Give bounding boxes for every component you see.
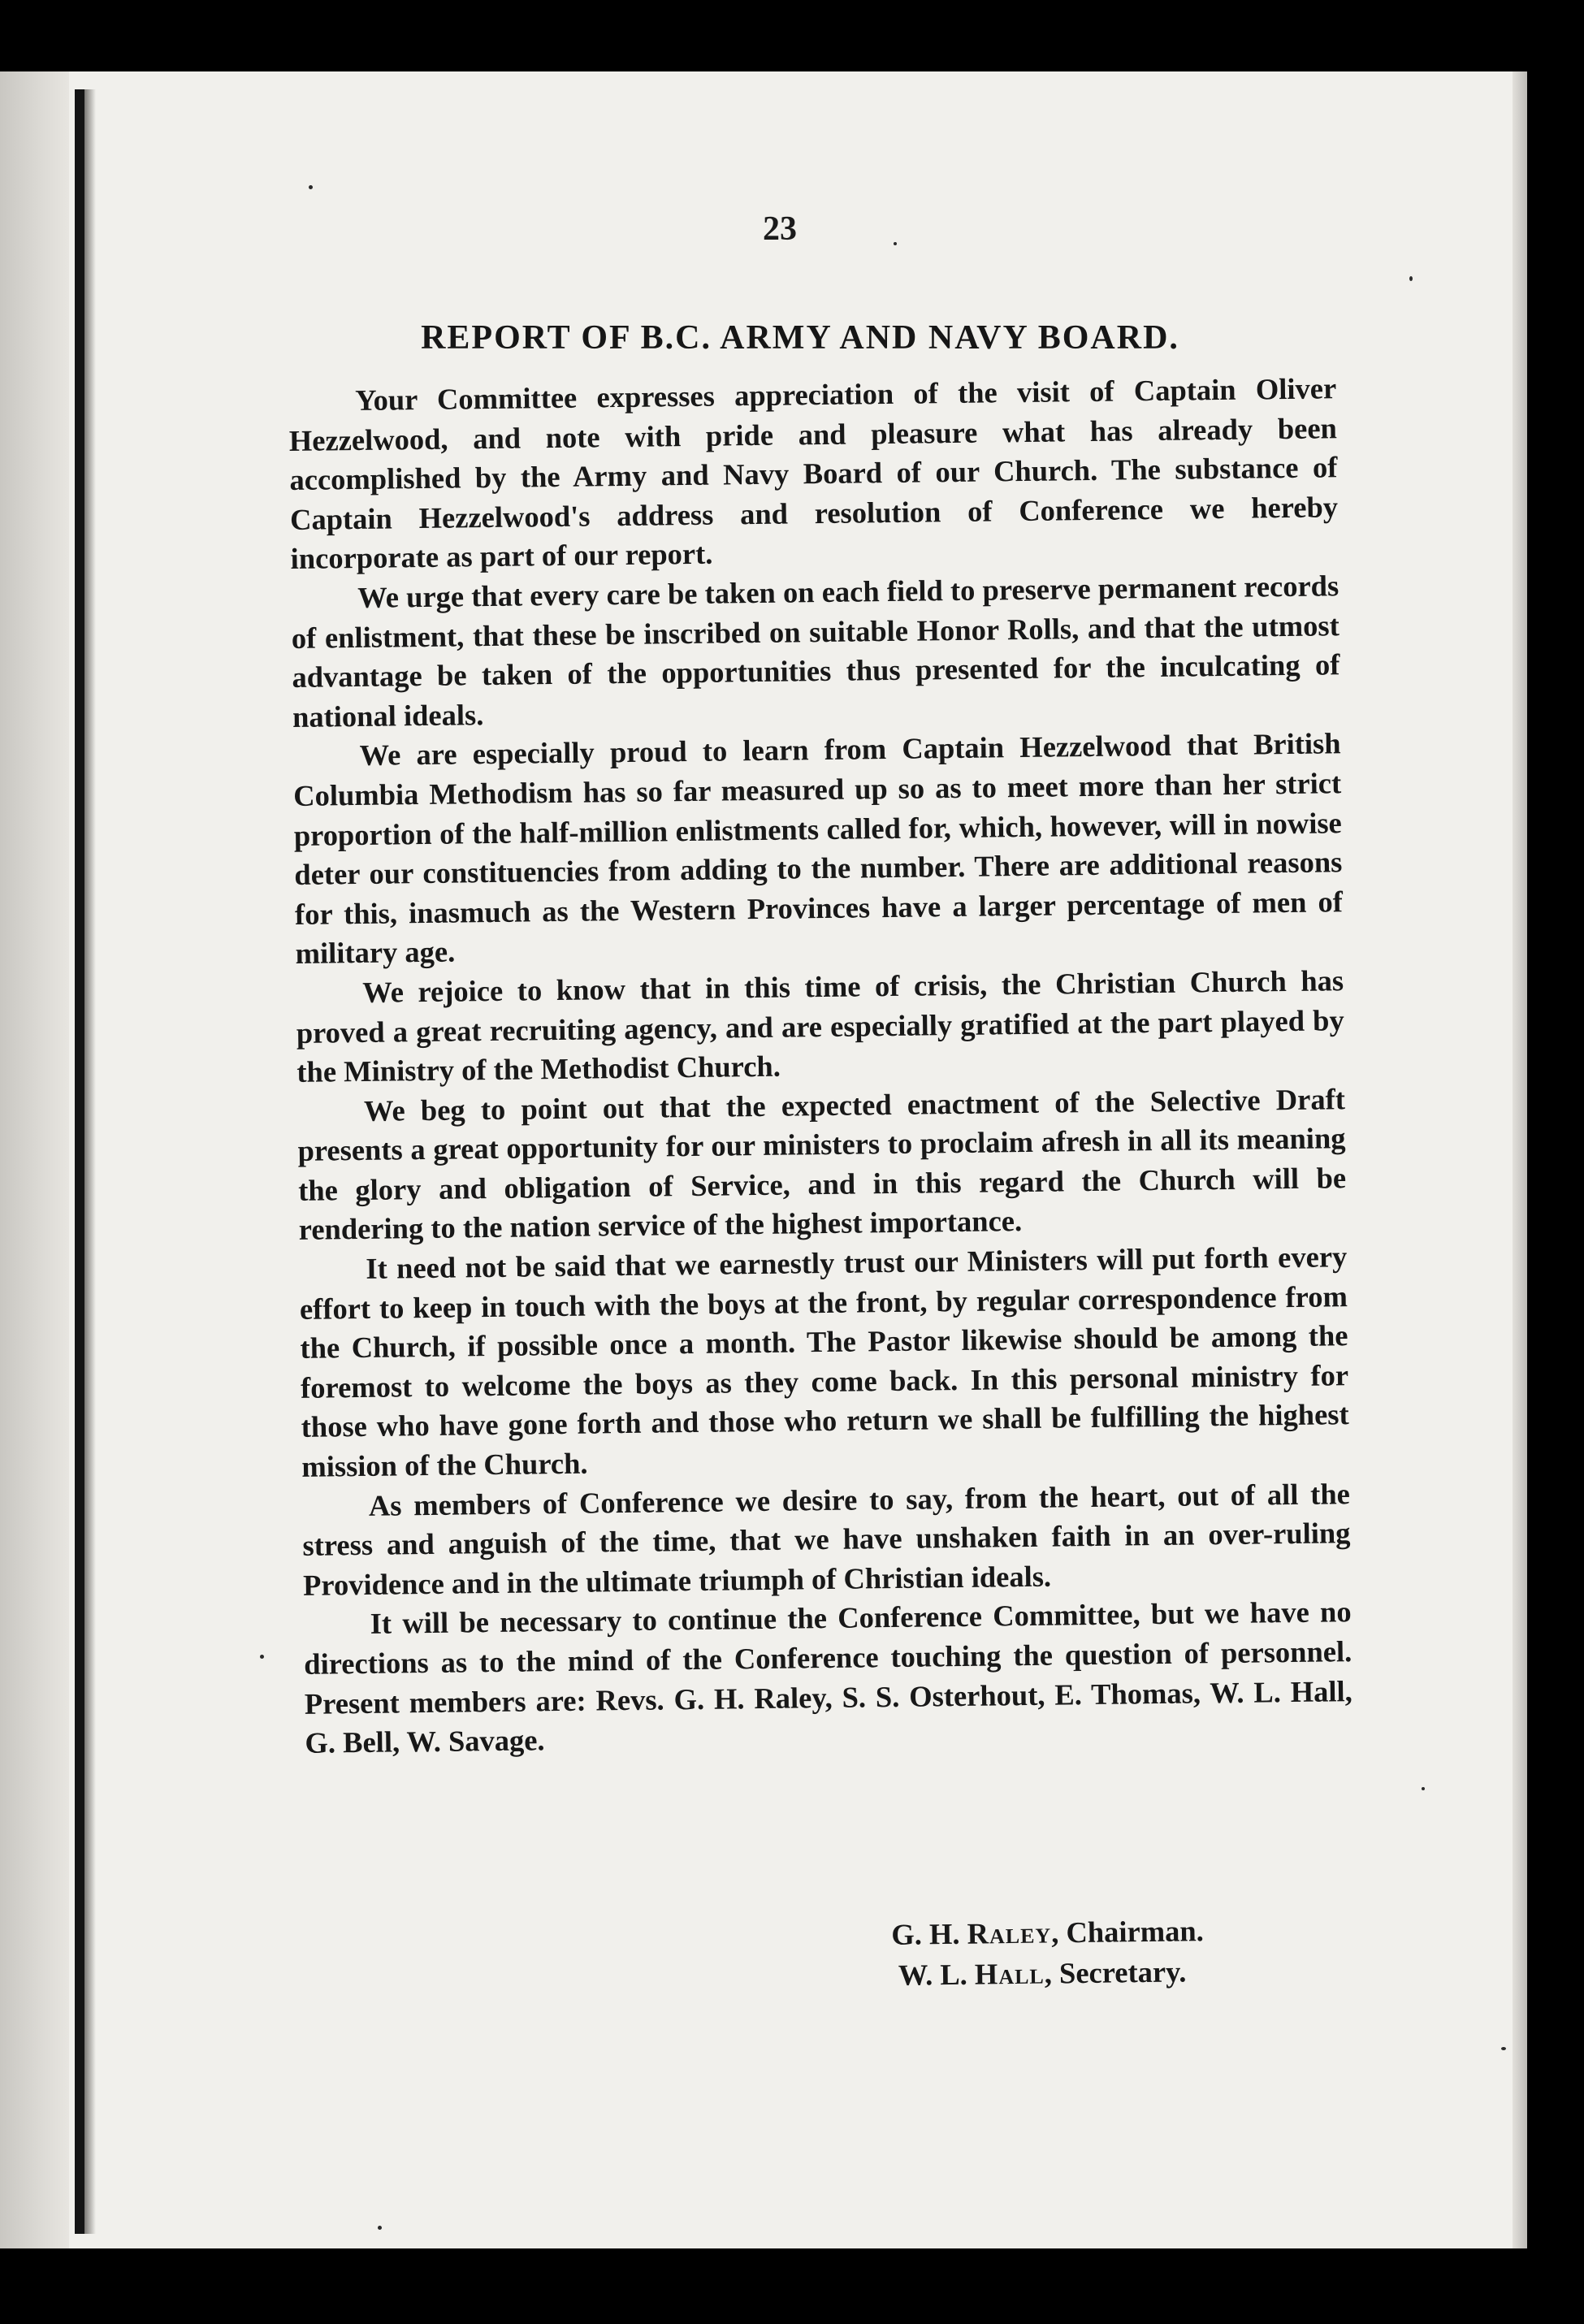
paragraph: Your Committee expresses appreciation of the visit of Captain Oliver Hezzelwood, and note with pride and pleasure what has already been accomplished by the Army and Navy Board of our Church. The substance of Captain Hezzelwood's address and resolution of Conference we hereby incorporate as part of our report. <box>288 371 1339 576</box>
report-body <box>288 369 1353 1763</box>
scan-speck <box>1422 1787 1425 1790</box>
signature-surname: Raley <box>967 1915 1052 1950</box>
signature-chairman <box>891 1909 1370 1955</box>
paragraph: It need not be said that we earnestly trust our Ministers will put forth every effort to keep in touch with the boys at the front, by regular correspondence from the Church, if possible once a month. The Pastor likewise should be among the foremost to welcome the boys as they come back. In this personal ministry for those who have gone forth and those who return we shall be fulfilling the highest mission of the Church. <box>299 1240 1349 1483</box>
paragraph: We urge that every care be taken on each field to preserve permanent records of enlistment, that these be inscribed on suitable Honor Rolls, and that the utmost advantage be taken of the opportunities thus presented for the inculcating of national ideals. <box>291 569 1340 734</box>
signature-initials: W. L. <box>898 1957 968 1992</box>
scan-speck <box>1501 2047 1506 2050</box>
paragraph: As members of Conference we desire to say, from the heart, out of all the stress and anguish of the time, that we have unshaken faith in an over-ruling Providence and in the ultimate triumph of Christian ideals. <box>302 1476 1351 1602</box>
report-title: REPORT OF B.C. ARMY AND NAVY BOARD. <box>421 319 1179 357</box>
signature-role: , Chairman. <box>1050 1914 1205 1950</box>
page-gutter-shadow <box>84 89 96 2234</box>
paragraph: We rejoice to know that in this time of crisis, the Christian Church has proved a great recruiting agency, and are especially gratified at the part played by the Ministry of the Methodist Church. <box>296 963 1344 1089</box>
signature-secretary <box>898 1950 1370 1996</box>
page-spine-shadow <box>0 71 69 2248</box>
page-number: 23 <box>763 210 797 248</box>
signature-block <box>881 1909 1370 1996</box>
page-gutter-line <box>75 89 84 2234</box>
paragraph: We beg to point out that the expected enactment of the Selective Draft presents a great opportunity for our ministers to proclaim afresh in all its meaning the glory and obligation of Service, and in this regard the Church will be rendering to the nation service of the highest importance. <box>297 1081 1347 1247</box>
scan-speck <box>378 2226 382 2230</box>
scan-speck <box>894 242 897 245</box>
scan-speck <box>1409 276 1413 281</box>
scan-speck <box>309 185 313 189</box>
paragraph: We are especially proud to learn from Captain Hezzelwood that British Columbia Methodism has so far measured up so as to meet more than her strict proportion of the half-million enlistments called for, which, however, will in nowise deter our constituencies from adding to the number. There are additional reasons for this, inasmuch as the Western Provinces have a larger percentage of men of military age. <box>292 726 1344 971</box>
signature-role: , Secretary. <box>1044 1954 1187 1990</box>
scan-speck <box>260 1655 264 1659</box>
page-right-edge <box>1513 71 1527 2248</box>
paragraph: It will be necessary to continue the Conference Committee, but we have no directions as to the mind of the Conference touching the question of personnel. Present members are: Revs. G. H. Raley, S. S. Osterhout, E. Thomas, W. L. Hall, G. Bell, W. Savage. <box>304 1595 1353 1760</box>
signature-initials: G. H. <box>891 1916 960 1951</box>
signature-surname: Hall <box>974 1956 1045 1991</box>
